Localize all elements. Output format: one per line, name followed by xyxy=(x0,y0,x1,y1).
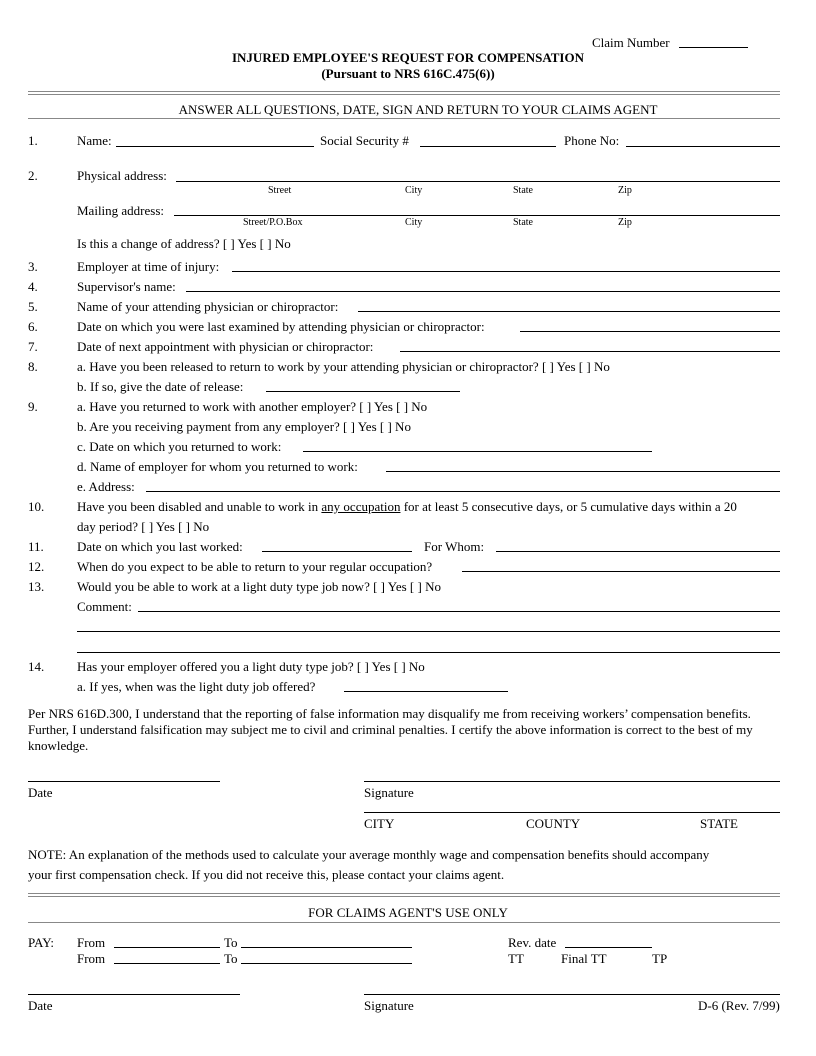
supervisor-label: Supervisor's name: xyxy=(77,279,176,294)
phone-label: Phone No: xyxy=(564,133,620,148)
question-number: 3. xyxy=(28,259,38,274)
new-employer-label: d. Name of employer for whom you returned to work: xyxy=(77,459,358,474)
return-date-field[interactable] xyxy=(303,451,652,452)
comment-field[interactable] xyxy=(138,611,780,612)
next-appointment-label: Date of next appointment with physician or chiropractor: xyxy=(77,339,374,354)
disabled-question-options[interactable]: day period? [ ] Yes [ ] No xyxy=(77,519,210,534)
light-duty-offered-date-field[interactable] xyxy=(344,691,508,692)
question-number: 6. xyxy=(28,319,38,334)
comment-field[interactable] xyxy=(77,652,780,653)
note-text: your first compensation check. If you did not receive this, please contact your claims agent. xyxy=(28,867,505,882)
question-number: 2. xyxy=(28,168,38,183)
question-number: 5. xyxy=(28,299,38,314)
question-number: 9. xyxy=(28,399,38,414)
claim-number-label: Claim Number xyxy=(592,35,670,50)
county-caption: COUNTY xyxy=(526,816,581,831)
physical-address-label: Physical address: xyxy=(77,168,167,183)
rev-date-label: Rev. date xyxy=(508,935,557,950)
to-field[interactable] xyxy=(241,947,412,948)
certification-text: Per NRS 616D.300, I understand that the reporting of false information may disqualify me from receiving workers’ compensation benefits. Further, I understand falsification may subject me to civil and criminal penalties. I certify the above information is correct to the best of my knowledge. xyxy=(28,706,753,753)
new-employer-address-field[interactable] xyxy=(146,491,780,492)
question-number: 13. xyxy=(28,579,45,594)
city-caption: City xyxy=(405,185,423,196)
question-number: 1. xyxy=(28,133,38,148)
zip-caption: Zip xyxy=(618,185,632,196)
claim-number-field[interactable] xyxy=(679,47,748,48)
question-number: 11. xyxy=(28,539,44,554)
release-date-field[interactable] xyxy=(266,391,460,392)
city-caption: City xyxy=(405,217,423,228)
divider xyxy=(28,118,780,119)
signature-caption: Signature xyxy=(364,785,414,800)
disabled-question-text: for at least 5 consecutive days, or 5 cumulative days within a 20 xyxy=(400,499,737,514)
mailing-address-field[interactable] xyxy=(174,215,780,216)
from-field[interactable] xyxy=(114,947,220,948)
city-caption: CITY xyxy=(364,816,395,831)
zip-caption: Zip xyxy=(618,217,632,228)
to-field[interactable] xyxy=(241,963,412,964)
ssn-label: Social Security # xyxy=(320,133,409,148)
released-question[interactable]: a. Have you been released to return to work by your attending physician or chiropractor? [ ] Yes [ ] No xyxy=(77,359,610,374)
form-id: D-6 (Rev. 7/99) xyxy=(698,998,780,1013)
instruction-text: ANSWER ALL QUESTIONS, DATE, SIGN AND RETURN TO YOUR CLAIMS AGENT xyxy=(178,102,658,117)
receiving-payment-question[interactable]: b. Are you receiving payment from any employer? [ ] Yes [ ] No xyxy=(77,419,411,434)
last-exam-field[interactable] xyxy=(520,331,780,332)
date-caption: Date xyxy=(28,785,53,800)
release-date-label: b. If so, give the date of release: xyxy=(77,379,244,394)
disabled-question-emphasis: any occupation xyxy=(321,499,401,514)
agent-signature-caption: Signature xyxy=(364,998,414,1013)
state-caption: STATE xyxy=(700,816,738,831)
street-po-caption: Street/P.O.Box xyxy=(243,217,303,228)
from-label: From xyxy=(77,935,106,950)
last-worked-label: Date on which you last worked: xyxy=(77,539,243,554)
light-duty-offered-question[interactable]: Has your employer offered you a light duty type job? [ ] Yes [ ] No xyxy=(77,659,425,674)
location-field[interactable] xyxy=(364,812,780,813)
for-whom-field[interactable] xyxy=(496,551,780,552)
employer-label: Employer at time of injury: xyxy=(77,259,220,274)
street-caption: Street xyxy=(268,185,292,196)
state-caption: State xyxy=(513,217,533,228)
return-date-label: c. Date on which you returned to work: xyxy=(77,439,282,454)
last-worked-field[interactable] xyxy=(262,551,412,552)
new-employer-address-label: e. Address: xyxy=(77,479,135,494)
from-field[interactable] xyxy=(114,963,220,964)
comment-field[interactable] xyxy=(77,631,780,632)
name-label: Name: xyxy=(77,133,112,148)
phone-field[interactable] xyxy=(626,146,780,147)
to-label: To xyxy=(224,951,238,966)
signature-field[interactable] xyxy=(364,781,780,782)
pay-label: PAY: xyxy=(28,935,55,950)
tt-label: TT xyxy=(508,951,524,966)
light-duty-offered-date-label: a. If yes, when was the light duty job offered? xyxy=(77,679,316,694)
final-tt-label: Final TT xyxy=(561,951,607,966)
divider xyxy=(28,893,780,897)
agent-date-caption: Date xyxy=(28,998,53,1013)
return-regular-field[interactable] xyxy=(462,571,780,572)
disabled-question-text: Have you been disabled and unable to work in xyxy=(77,499,322,514)
note-text: NOTE: An explanation of the methods used to calculate your average monthly wage and compensation benefits should accompany xyxy=(28,847,710,862)
name-field[interactable] xyxy=(116,146,314,147)
question-number: 7. xyxy=(28,339,38,354)
agent-signature-field[interactable] xyxy=(364,994,780,995)
light-duty-now-question[interactable]: Would you be able to work at a light duty type job now? [ ] Yes [ ] No xyxy=(77,579,441,594)
question-number: 12. xyxy=(28,559,45,574)
question-number: 4. xyxy=(28,279,38,294)
next-appointment-field[interactable] xyxy=(400,351,780,352)
state-caption: State xyxy=(513,185,533,196)
returned-to-work-question[interactable]: a. Have you returned to work with another employer? [ ] Yes [ ] No xyxy=(77,399,428,414)
physician-label: Name of your attending physician or chiropractor: xyxy=(77,299,339,314)
question-number: 8. xyxy=(28,359,38,374)
ssn-field[interactable] xyxy=(420,146,556,147)
divider xyxy=(28,922,780,923)
physician-field[interactable] xyxy=(358,311,780,312)
rev-date-field[interactable] xyxy=(565,947,652,948)
mailing-address-label: Mailing address: xyxy=(77,203,165,218)
tp-label: TP xyxy=(652,951,668,966)
agent-date-field[interactable] xyxy=(28,994,240,995)
return-regular-label: When do you expect to be able to return to your regular occupation? xyxy=(77,559,433,574)
for-whom-label: For Whom: xyxy=(424,539,485,554)
form-subtitle: (Pursuant to NRS 616C.475(6)) xyxy=(321,66,495,81)
to-label: To xyxy=(224,935,238,950)
date-field[interactable] xyxy=(28,781,220,782)
comment-label: Comment: xyxy=(77,599,132,614)
form-title: INJURED EMPLOYEE'S REQUEST FOR COMPENSATION xyxy=(231,50,584,65)
agent-section-heading: FOR CLAIMS AGENT'S USE ONLY xyxy=(308,905,508,920)
from-label: From xyxy=(77,951,106,966)
question-number: 10. xyxy=(28,499,45,514)
last-exam-label: Date on which you were last examined by attending physician or chiropractor: xyxy=(77,319,485,334)
change-of-address-question[interactable]: Is this a change of address? [ ] Yes [ ] No xyxy=(77,236,291,251)
employer-field[interactable] xyxy=(232,271,780,272)
divider xyxy=(28,91,780,95)
disabled-question xyxy=(77,500,737,513)
question-number: 14. xyxy=(28,659,45,674)
physical-address-field[interactable] xyxy=(176,181,780,182)
new-employer-field[interactable] xyxy=(386,471,780,472)
supervisor-field[interactable] xyxy=(186,291,780,292)
